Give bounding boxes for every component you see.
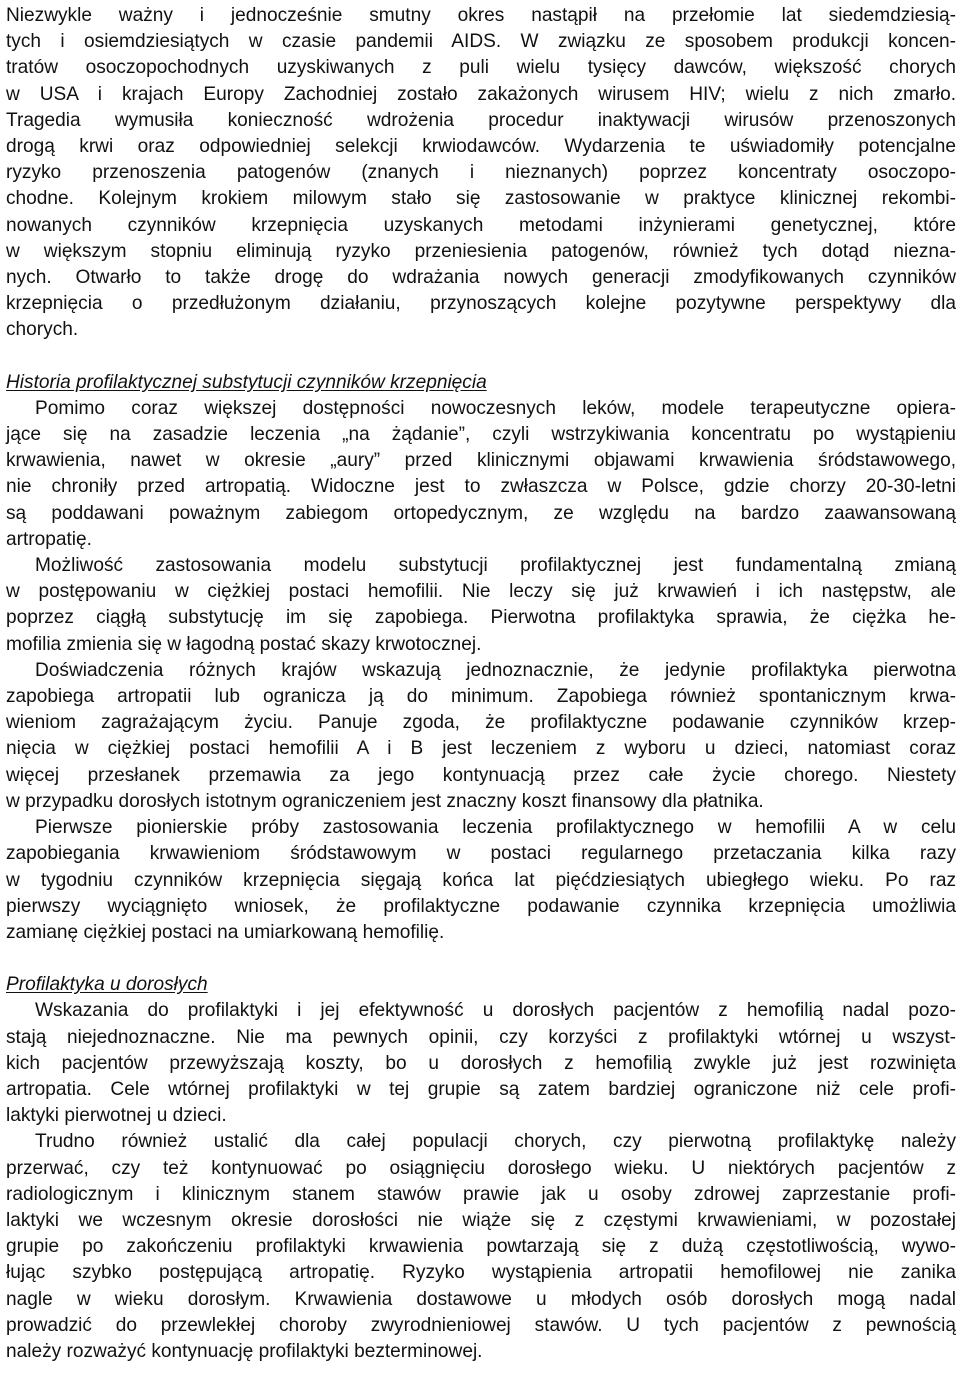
text-line: przerwać, czy też kontynuować po osiągnięciu dorosłego wieku. U niektórych pacjentów z	[6, 1157, 956, 1179]
text-line: nięcia w ciężkiej postaci hemofilii A i B jest leczeniem z wyboru u dzieci, natomiast coraz	[6, 738, 956, 760]
text-line: tratów osoczopochodnych uzyskiwanych z puli wielu tysięcy dawców, większość chorych	[6, 57, 956, 79]
text-line: nie chroniły przed artropatią. Widoczne jest to zwłaszcza w Polsce, gdzie chorzy 20-30-letni	[6, 476, 956, 498]
text-line: zamianę ciężkiej postaci na umiarkowaną hemofilię.	[6, 921, 445, 943]
text-line: Pierwsze pionierskie próby zastosowania leczenia profilaktycznego w hemofilii A w celu	[35, 817, 956, 839]
text-line: grupie po zakończeniu profilaktyki krwawienia powtarzają się z dużą częstotliwością, wywo-	[6, 1236, 956, 1258]
text-line: Wskazania do profilaktyki i jej efektywność u dorosłych pacjentów z hemofilią nadal pozo-	[35, 1000, 956, 1022]
text-line: artropatię.	[6, 528, 92, 550]
text-line: wieniom zagrażającym życiu. Panuje zgoda, że profilaktyczne podawanie czynników krzep-	[6, 712, 956, 734]
text-line: stają niejednoznaczne. Nie ma pewnych opinii, czy korzyści z profilaktyki wtórnej u wszyst-	[6, 1026, 956, 1048]
text-line: laktyki we wczesnym okresie dorosłości nie wiąże się z częstymi krwawieniami, w pozostałej	[6, 1209, 956, 1231]
text-line: Doświadczenia różnych krajów wskazują jednoznacznie, że jedynie profilaktyka pierwotna	[35, 659, 956, 681]
text-line: nagle w wieku dorosłym. Krwawienia dostawowe u młodych osób dorosłych mogą nadal	[6, 1288, 956, 1310]
text-line: chorych.	[6, 319, 79, 341]
text-line: Możliwość zastosowania modelu substytucji profilaktycznej jest fundamentalną zmianą	[35, 555, 956, 577]
paragraph	[6, 815, 956, 946]
text-line: radiologicznym i klinicznym stanem stawów prawie jak u osoby zdrowej zaprzestanie profi-	[6, 1183, 956, 1205]
text-line: nowanych czynników krzepnięcia uzyskanych metodami inżynierami genetycznej, które	[6, 214, 956, 236]
paragraph	[6, 998, 956, 1129]
text-line: w postępowaniu w ciężkiej postaci hemofilii. Nie leczy się już krwawień i ich następstw, ale	[6, 581, 956, 603]
text-line: zapobiega artropatii lub ogranicza ją do minimum. Zapobiega również spontanicznym krwa-	[6, 686, 956, 708]
text-line: należy rozważyć kontynuację profilaktyki bezterminowej.	[6, 1340, 483, 1362]
paragraph	[6, 553, 956, 658]
text-line: laktyki pierwotnej u dzieci.	[6, 1105, 227, 1127]
section-heading-history: Historia profilaktycznej substytucji czynników krzepnięcia	[6, 371, 487, 393]
paragraph	[6, 1129, 956, 1365]
text-line: krzepnięcia o przedłużonym działaniu, przynoszących kolejne pozytywne perspektywy dla	[6, 293, 956, 315]
text-line: ryzyko przenoszenia patogenów (znanych i nieznanych) poprzez koncentraty osoczopo-	[6, 162, 956, 184]
text-line: w przypadku dorosłych istotnym ograniczeniem jest znaczny koszt finansowy dla płatnika.	[6, 790, 764, 812]
text-line: nych. Otwarło to także drogę do wdrażania nowych generacji zmodyfikowanych czynników	[6, 267, 956, 289]
text-line: tych i osiemdziesiątych w czasie pandemii AIDS. W związku ze sposobem produkcji koncen-	[6, 31, 956, 53]
text-line: w tygodniu czynników krzepnięcia sięgają końca lat pięćdziesiątych ubiegłego wieku. Po raz	[6, 869, 956, 891]
text-line: zapobiegania krwawieniom śródstawowym w postaci regularnego przetaczania kilka razy	[6, 843, 956, 865]
text-line: mofilia zmienia się w łagodną postać skazy krwotocznej.	[6, 633, 482, 655]
text-line: poprzez ciągłą substytucję im się zapobiega. Pierwotna profilaktyka sprawia, że ciężka he-	[6, 607, 956, 629]
text-line: Tragedia wymusiła konieczność wdrożenia procedur inaktywacji wirusów przenoszonych	[6, 109, 956, 131]
text-line: drogą krwi oraz odpowiedniej selekcji krwiodawców. Wydarzenia te uświadomiły potencjalne	[6, 136, 956, 158]
intro-paragraph	[6, 0, 956, 344]
text-line: chodne. Kolejnym krokiem milowym stało się zastosowanie w praktyce klinicznej rekombi-	[6, 188, 956, 210]
text-line: krwawienia, nawet w okresie „aury” przed klinicznymi objawami krwawienia śródstawowego,	[6, 450, 956, 472]
text-line: Trudno również ustalić dla całej populacji chorych, czy pierwotną profilaktykę należy	[35, 1131, 956, 1153]
paragraph	[6, 396, 956, 553]
text-line: więcej przesłanek przemawia za jego kontynuacją przez całe życie chorego. Niestety	[6, 764, 956, 786]
text-line: prowadzić do przewlekłej choroby zwyrodnieniowej stawów. U tych pacjentów z pewnością	[6, 1314, 956, 1336]
text-line: pierwszy wyciągnięto wniosek, że profilaktyczne podawanie czynnika krzepnięcia umożliwia	[6, 895, 956, 917]
text-line: Niezwykle ważny i jednocześnie smutny okres nastąpił na przełomie lat siedemdziesią-	[6, 5, 956, 26]
text-line: Pomimo coraz większej dostępności nowoczesnych leków, modele terapeutyczne opiera-	[35, 397, 956, 419]
text-line: kich pacjentów przewyższają koszty, bo u dorosłych z hemofilią zwykle już jest rozwinięta	[6, 1052, 956, 1074]
text-line: łując szybko postępującą artropatię. Ryzyko wystąpienia artropatii hemofilowej nie zanika	[6, 1262, 956, 1284]
text-line: artropatia. Cele wtórnej profilaktyki w tej grupie są zatem bardziej ograniczone niż cele profi-	[6, 1078, 956, 1100]
section-heading-adults: Profilaktyka u dorosłych	[6, 974, 208, 996]
text-line: w USA i krajach Europy Zachodniej zostało zakażonych wirusem HIV; wielu z nich zmarło.	[6, 83, 956, 105]
text-line: są poddawani poważnym zabiegom ortopedycznym, ze względu na bardzo zaawansowaną	[6, 502, 956, 524]
text-line: w większym stopniu eliminują ryzyko przeniesienia patogenów, również tych dotąd niezna-	[6, 240, 956, 262]
document-page	[6, 0, 956, 1365]
paragraph	[6, 658, 956, 815]
text-line: jące się na zasadzie leczenia „na żądanie”, czyli wstrzykiwania koncentratu po wystąpieniu	[6, 424, 956, 446]
